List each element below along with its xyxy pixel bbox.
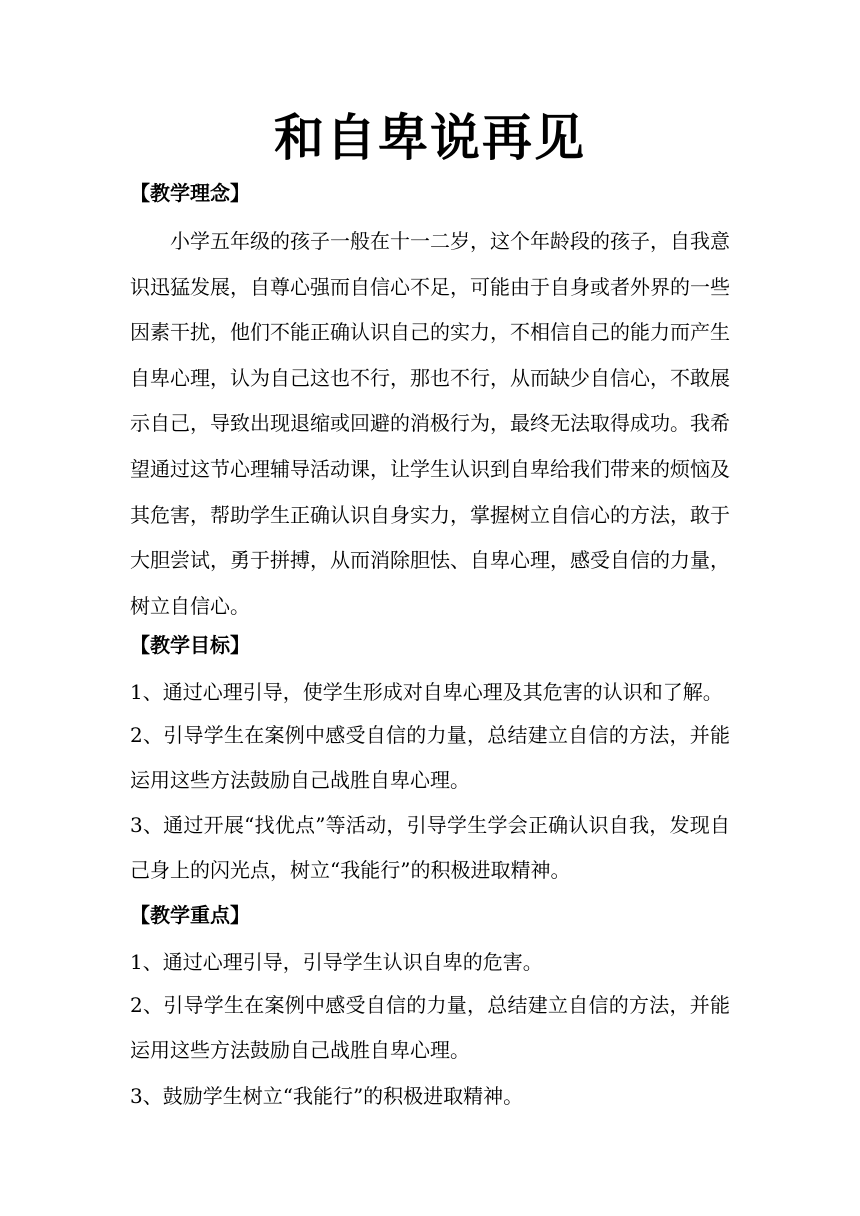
- section-heading-keypoints: 【教学重点】: [130, 903, 250, 927]
- keypoint-item-1: 1、通过心理引导，引导学生认识自卑的危害。: [130, 950, 543, 974]
- section-heading-goals: 【教学目标】: [130, 633, 250, 657]
- keypoint-item-2: 2、引导学生在案例中感受自信的力量，总结建立自信的方法，并能运用这些方法鼓励自己战胜自卑心理。: [130, 993, 730, 1062]
- keypoint-item-3: 3、鼓励学生树立“我能行”的积极进取精神。: [130, 1084, 524, 1108]
- goal-item-1: 1、通过心理引导，使学生形成对自卑心理及其危害的认识和了解。: [130, 680, 723, 704]
- goal-item-2: 2、引导学生在案例中感受自信的力量，总结建立自信的方法，并能运用这些方法鼓励自己战胜自卑心理。: [130, 723, 730, 792]
- document-title: 和自卑说再见: [274, 108, 586, 167]
- goal-item-3: 3、通过开展“找优点”等活动，引导学生学会正确认识自我，发现自己身上的闪光点，树立“我能行”的积极进取精神。: [130, 813, 730, 882]
- document-page: [130, 0, 730, 1216]
- section-heading-concept: 【教学理念】: [130, 181, 250, 205]
- concept-paragraph: 小学五年级的孩子一般在十一二岁，这个年龄段的孩子，自我意识迅猛发展，自尊心强而自信心不足，可能由于自身或者外界的一些因素干扰，他们不能正确认识自己的实力，不相信自己的能力而产生自卑心理，认为自己这也不行，那也不行，从而缺少自信心，不敢展示自己，导致出现退缩或回避的消极行为，最终无法取得成功。我希望通过这节心理辅导活动课，让学生认识到自卑给我们带来的烦恼及其危害，帮助学生正确认识自身实力，掌握树立自信心的方法，敢于大胆尝试，勇于拼搏，从而消除胆怯、自卑心理，感受自信的力量，树立自信心。: [130, 229, 730, 618]
